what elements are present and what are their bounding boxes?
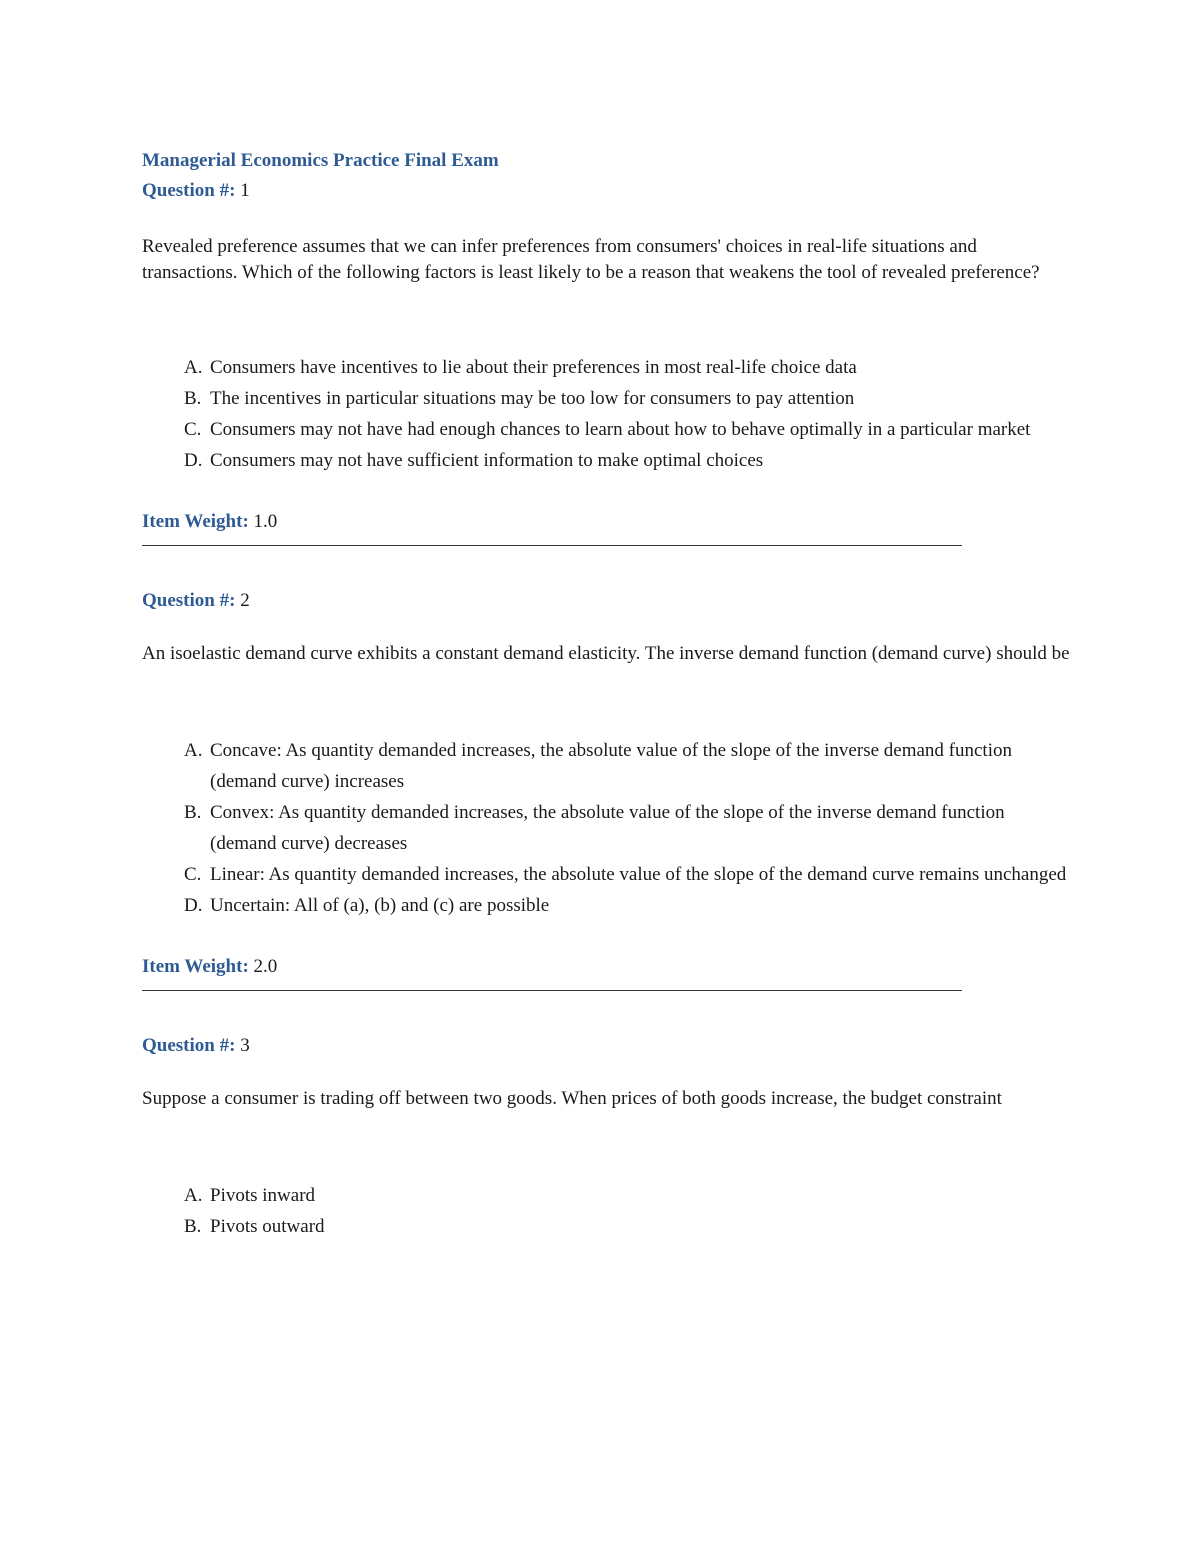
option-letter: C.: [184, 864, 202, 885]
option-text: Pivots inward: [210, 1185, 316, 1206]
question-header: [142, 176, 1072, 206]
weight-value: 2.0: [253, 956, 278, 977]
weight-label: Item Weight:: [142, 956, 249, 977]
answer-option: [184, 352, 1072, 383]
option-letter: D.: [184, 895, 203, 916]
question-stem: Revealed preference assumes that we can infer preferences from consumers' choices in real-life situations and transactions. Which of the following factors is least likely to be a reason that weakens the tool of revealed preference?: [142, 236, 1040, 283]
option-letter: B.: [184, 802, 202, 823]
option-text: Uncertain: All of (a), (b) and (c) are possible: [210, 895, 550, 916]
answer-option: [184, 445, 1072, 476]
option-letter: B.: [184, 1216, 202, 1237]
option-letter: A.: [184, 1185, 203, 1206]
question-number: 3: [240, 1035, 250, 1056]
document-title: Managerial Economics Practice Final Exam: [142, 150, 499, 171]
option-text: Consumers have incentives to lie about their preferences in most real-life choice data: [210, 357, 857, 378]
weight-label: Item Weight:: [142, 511, 249, 532]
answer-options: [142, 352, 1072, 476]
answer-option: [184, 890, 1072, 921]
answer-option: [184, 735, 1072, 797]
answer-option: [184, 414, 1072, 445]
answer-options: [142, 735, 1072, 921]
question-header: [142, 1031, 1072, 1061]
option-text: Consumers may not have sufficient information to make optimal choices: [210, 450, 764, 471]
option-letter: D.: [184, 450, 203, 471]
question-stem: An isoelastic demand curve exhibits a constant demand elasticity. The inverse demand function (demand curve) should be: [142, 643, 1070, 664]
answer-option: [184, 859, 1072, 890]
question-block-2: [142, 586, 1072, 991]
option-letter: A.: [184, 357, 203, 378]
option-letter: A.: [184, 740, 203, 761]
question-stem: Suppose a consumer is trading off between two goods. When prices of both goods increase, the budget constraint: [142, 1088, 1002, 1109]
answer-options: [142, 1180, 1072, 1242]
answer-option: [184, 383, 1072, 414]
question-number: 2: [240, 590, 250, 611]
question-label: Question #:: [142, 590, 236, 611]
question-block-1: [142, 176, 1072, 546]
option-text: Concave: As quantity demanded increases, the absolute value of the slope of the inverse demand function (demand curve) increases: [210, 740, 1012, 792]
answer-option: [184, 1211, 1072, 1242]
option-text: The incentives in particular situations may be too low for consumers to pay attention: [210, 388, 855, 409]
question-block-3: [142, 1031, 1072, 1242]
option-text: Linear: As quantity demanded increases, the absolute value of the slope of the demand curve remains unchanged: [210, 864, 1067, 885]
exam-page: [142, 146, 1072, 1242]
question-label: Question #:: [142, 1035, 236, 1056]
answer-option: [184, 797, 1072, 859]
question-header: [142, 586, 1072, 616]
item-weight: [142, 952, 1072, 982]
option-letter: C.: [184, 419, 202, 440]
option-text: Consumers may not have had enough chances to learn about how to behave optimally in a particular market: [210, 419, 1031, 440]
weight-value: 1.0: [253, 511, 278, 532]
question-number: 1: [240, 180, 250, 201]
option-text: Pivots outward: [210, 1216, 325, 1237]
option-text: Convex: As quantity demanded increases, the absolute value of the slope of the inverse demand function (demand curve) decreases: [210, 802, 1005, 854]
question-label: Question #:: [142, 180, 236, 201]
item-weight: [142, 507, 1072, 537]
answer-option: [184, 1180, 1072, 1211]
option-letter: B.: [184, 388, 202, 409]
